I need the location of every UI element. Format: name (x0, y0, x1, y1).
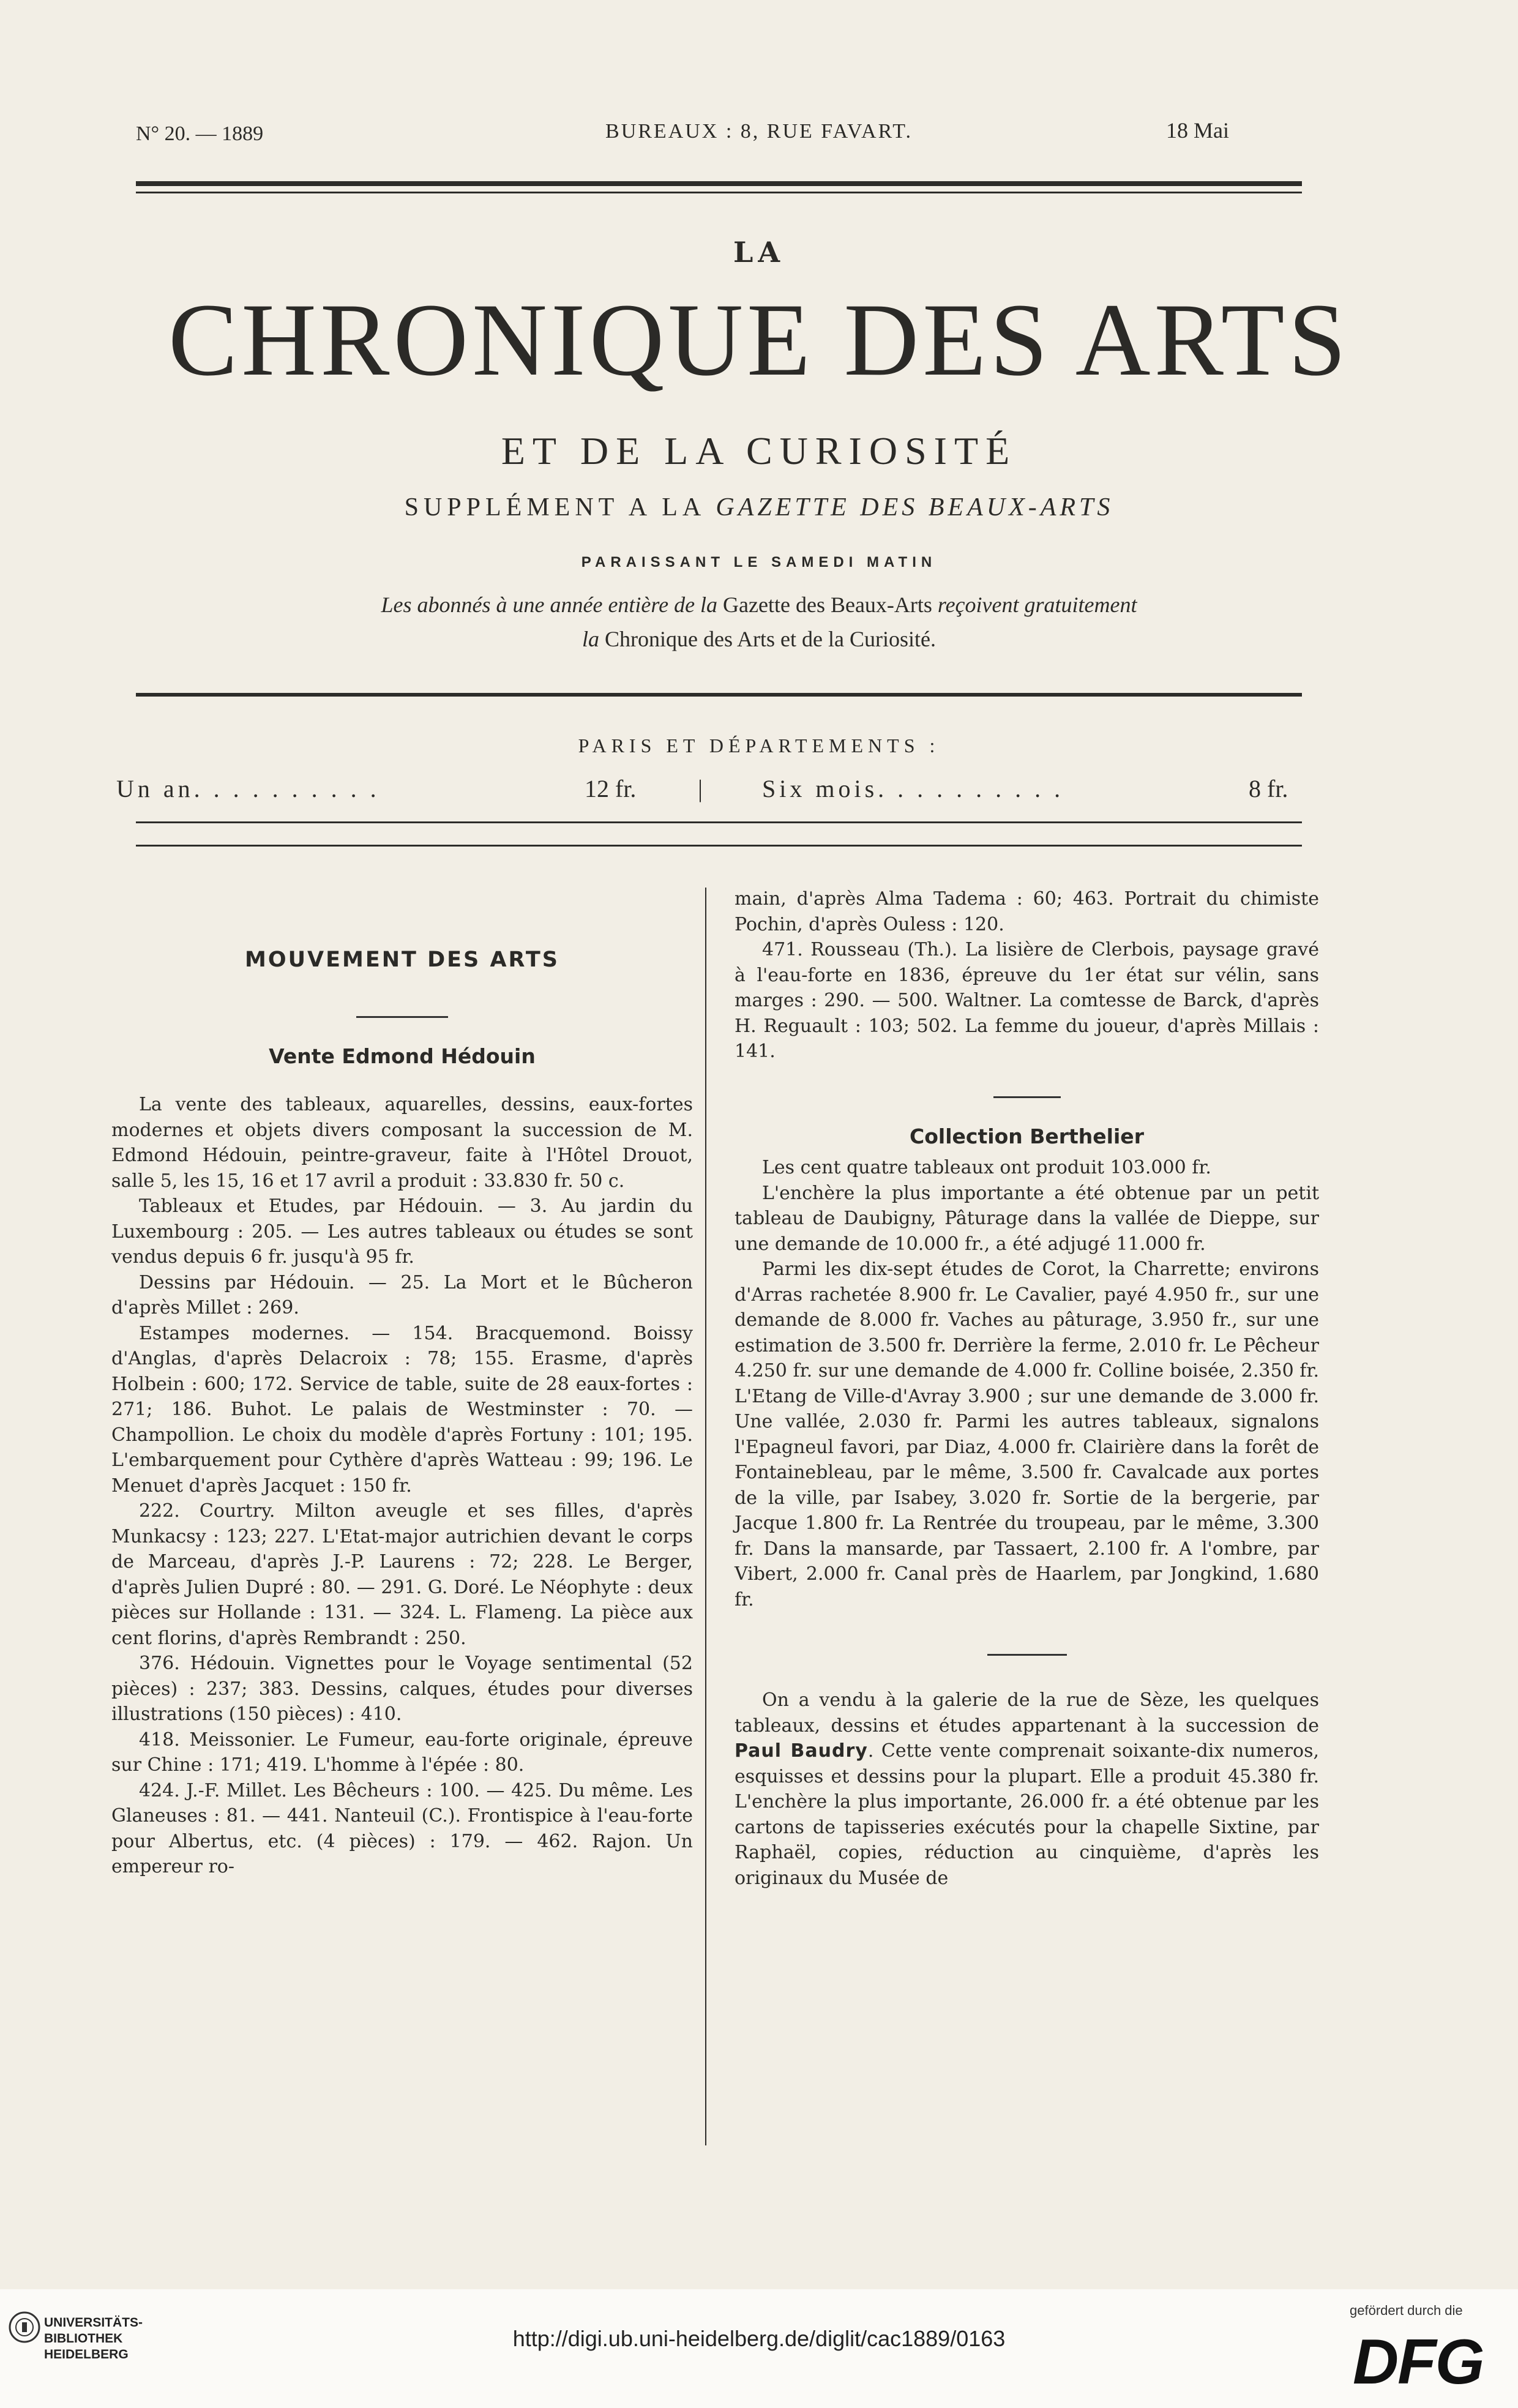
six-month-label: Six mois. . . . . . . . . . (762, 775, 1064, 802)
notice-part-a: Les abonnés à une année entière de la (381, 593, 718, 617)
price-separator: | (698, 775, 703, 802)
masthead-subtitle: ET DE LA CURIOSITÉ (501, 429, 1017, 473)
masthead-supplement (0, 493, 1518, 522)
six-month-price: 8 fr. (1249, 775, 1288, 802)
issue-date: 18 Mai (1166, 118, 1229, 143)
source-url-link[interactable]: http://digi.ub.uni-heidelberg.de/diglit/cac1889/0163 (512, 2326, 1006, 2351)
masthead-rule (136, 693, 1302, 697)
paragraph: main, d'après Alma Tadema : 60; 463. Portrait du chimiste Pochin, d'après Ouless : 120. (735, 888, 1319, 935)
paragraph: 376. Hédouin. Vignettes pour le Voyage sentimental (52 pièces) : 237; 383. Dessins, calques, études pour diverses illustrations (150 pièces) : 410. (111, 1653, 693, 1725)
supplement-gazette: GAZETTE DES BEAUX-ARTS (716, 493, 1114, 522)
subscriber-notice (0, 588, 1518, 656)
paragraph: 418. Meissonier. Le Fumeur, eau-forte originale, épreuve sur Chine : 171; 419. L'homme à l'épée : 80. (111, 1729, 693, 1776)
column-heading: MOUVEMENT DES ARTS (245, 948, 559, 972)
paragraph: Parmi les dix-sept études de Corot, la Charrette; environs d'Arras rachetée 8.900 fr. Le Cavalier, payé 4.950 fr., sur une demande de 8.000 fr. Vaches au pâturage, 3.950 fr., sur une estimation de 3.500 fr. Derrière la ferme, 2.010 fr. Le Pêcheur 4.250 fr. sur une demande de 4.000 fr. Colline boisée, 2.350 fr. L'Etang de Ville-d'Avray 3.900 ; sur une demande de 3.000 fr. Une vallée, 2.030 fr. Parmi les autres tableaux, signalons l'Epagneul favori, par Diaz, 4.000 fr. Clairière dans la forêt de Fontainebleau, par le même, 3.500 fr. Cavalcade aux portes de la ville, par Isabey, 3.020 fr. Sortie de la bergerie, par Jacque 1.800 fr. La Rentrée du troupeau, par le même, 3.300 fr. Dans la mansarde, par Tassaert, 2.100 fr. A l'ombre, par Vibert, 2.000 fr. Canal près de Haarlem, par Jongkind, 1.680 fr. (735, 1258, 1319, 1610)
masthead-title: CHRONIQUE DES ARTS (168, 282, 1350, 397)
section-title-hedouin: Vente Edmond Hédouin (269, 1044, 536, 1068)
funding-label: gefördert durch die (1350, 2303, 1463, 2318)
dfg-logo: DFG (1353, 2327, 1484, 2398)
paragraph: Tableaux et Etudes, par Hédouin. — 3. Au jardin du Luxembourg : 205. — Les autres tableaux ou études se sont vendus depuis 6 fr. jusqu'à 95 fr. (111, 1195, 693, 1268)
heading-rule (356, 1016, 448, 1018)
header-rule-thin (136, 192, 1302, 193)
supplement-prefix: SUPPLÉMENT A LA (404, 493, 705, 522)
header-rule-thick (136, 181, 1302, 186)
subscription-rule-2 (136, 845, 1302, 847)
paragraph: 471. Rousseau (Th.). La lisière de Clerbois, paysage gravé à l'eau-forte en 1836, épreuve du 1er état sur vélin, sans marges : 290. — 500. Waltner. La comtesse de Barck, d'après H. Reguault : 103; 502. La femme du joueur, d'après Millais : 141. (735, 939, 1319, 1062)
column-divider (705, 888, 706, 2145)
notice-part-c: reçoivent gratuitement (937, 593, 1137, 617)
right-column (735, 886, 1319, 1891)
artist-name: Paul Baudry (735, 1740, 868, 1762)
notice-part-b: Gazette des Beaux-Arts (723, 593, 932, 617)
publication-schedule: PARAISSANT LE SAMEDI MATIN (581, 554, 937, 570)
paragraph: Dessins par Hédouin. — 25. La Mort et le Bûcheron d'après Millet : 269. (111, 1271, 693, 1318)
paragraph: Estampes modernes. — 154. Bracquemond. Boissy d'Anglas, d'après Delacroix : 78; 155. Erasme, d'après Holbein : 600; 172. Service de table, suite de 28 eaux-fortes : 271; 186. Buhot. Le palais de Westminster : 70. — Champollion. Le choix du modèle d'après Fortuny : 101; 195. L'embarquement pour Cythère d'après Watteau : 99; 196. Le Menuet d'après Jacquet : 150 fr. (111, 1322, 693, 1497)
paragraph: La vente des tableaux, aquarelles, dessins, eaux-fortes modernes et objets divers composant la succession de M. Edmond Hédouin, peintre-graveur, faite à l'Hôtel Drouot, salle 5, les 15, 16 et 17 avril a produit : 33.830 fr. 50 c. (111, 1094, 693, 1192)
subscription-rule-1 (136, 821, 1302, 823)
issue-number: N° 20. — 1889 (136, 122, 264, 145)
paragraph-text: On a vendu à la galerie de la rue de Sèze, les quelques tableaux, dessins et études appartenant à la succession de (735, 1689, 1319, 1737)
subscription-heading: PARIS ET DÉPARTEMENTS : (578, 735, 940, 757)
paragraph: L'enchère la plus importante a été obtenue par un petit tableau de Daubigny, Pâturage dans la vallée de Dieppe, sur une demande de 10.000 fr., a été adjugé 11.000 fr. (735, 1182, 1319, 1255)
library-line: UNIVERSITÄTS- (44, 2316, 143, 2330)
left-column (111, 948, 693, 1880)
bureaux-address: BUREAUX : 8, RUE FAVART. (605, 120, 913, 143)
section-rule (993, 1096, 1061, 1098)
masthead-la: LA (733, 236, 785, 269)
paragraph-text: . Cette vente comprenait soixante-dix numeros, esquisses et dessins pour la plupart. Elle a produit 45.380 fr. L'enchère la plus importante, 26.000 fr. a été obtenue par les cartons de tapisseries exécutés pour la chapelle Sixtine, par Raphaël, copies, réduction au cinquième, d'après les originaux du Musée de (735, 1740, 1320, 1889)
notice-part-d: la (582, 627, 600, 651)
paragraph: 222. Courtry. Milton aveugle et ses filles, d'après Munkacsy : 123; 227. L'Etat-major autrichien devant le corps de Marceau, d'après J.-P. Laurens : 72; 228. Le Berger, d'après Julien Dupré : 80. — 291. G. Doré. Le Néophyte : deux pièces sur Hollande : 131. — 324. L. Flameng. La pièce aux cent florins, d'après Rembrandt : 250. (111, 1500, 693, 1649)
library-line: BIBLIOTHEK (44, 2331, 123, 2346)
year-label: Un an. . . . . . . . . . (116, 775, 380, 802)
library-line: HEIDELBERG (44, 2347, 129, 2361)
paragraph: 424. J.-F. Millet. Les Bêcheurs : 100. — 425. Du même. Les Glaneuses : 81. — 441. Nanteuil (C.). Frontispice à l'eau-forte pour Albertus, etc. (4 pièces) : 179. — 462. Rajon. Un empereur ro- (111, 1779, 693, 1877)
section-title-berthelier: Collection Berthelier (910, 1124, 1144, 1148)
year-price: 12 fr. (585, 775, 637, 802)
section-rule (987, 1654, 1067, 1656)
paragraph (735, 1688, 1319, 1891)
notice-part-e: Chronique des Arts et de la Curiosité. (605, 627, 936, 651)
paragraph: Les cent quatre tableaux ont produit 103.000 fr. (762, 1157, 1211, 1178)
